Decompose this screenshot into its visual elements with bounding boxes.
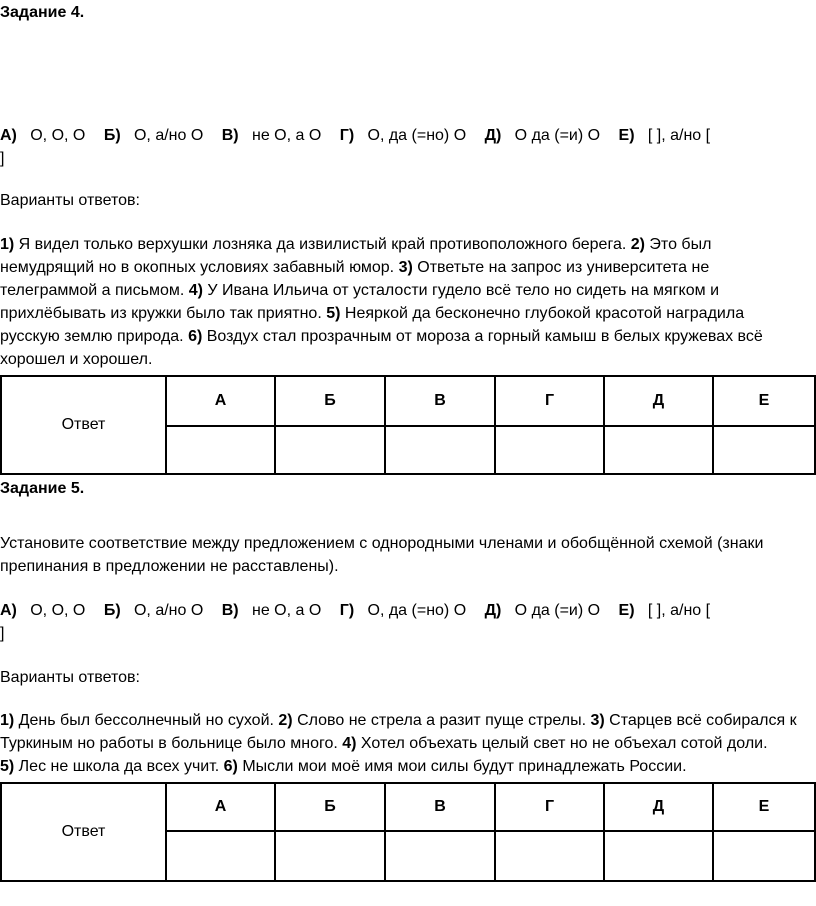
column-header: Г	[495, 376, 604, 426]
answer-line: немудрящий но в окопных условиях забавный юмор. 3) Ответьте на запрос из университета не	[0, 259, 710, 276]
scheme-b: Б) О, а/но О	[103, 127, 204, 144]
answers-heading: Варианты ответов:	[0, 669, 140, 686]
answer-cell-b[interactable]	[275, 831, 385, 881]
answer-cell-a[interactable]	[166, 831, 275, 881]
task5-title: Задание 5.	[0, 480, 85, 497]
scheme-a: А) О, О, О	[0, 602, 86, 619]
scheme-e: Е) [ ], а/но [	[618, 127, 711, 144]
answer-cell-d[interactable]	[604, 831, 713, 881]
scheme-v: В) не О, а О	[221, 602, 322, 619]
column-header: А	[166, 376, 275, 426]
scheme-wrap: ]	[0, 625, 5, 642]
scheme-d: Д) О да (=и) О	[484, 127, 601, 144]
column-header: Е	[713, 376, 815, 426]
answer-cell-e[interactable]	[713, 426, 815, 474]
scheme-a: А) О, О, О	[0, 127, 86, 144]
task5-instruction-line: Установите соответствие между предложением с однородными членами и обобщённой схемой (знаки	[0, 535, 764, 552]
task4-title: Задание 4.	[0, 4, 85, 21]
answer-line: русскую землю природа. 6) Воздух стал прозрачным от мороза а горный камыш в белых кружевах всё	[0, 328, 763, 345]
answer-line: хорошел и хорошел.	[0, 351, 153, 368]
answer-table	[0, 782, 816, 882]
answer-table	[0, 375, 816, 475]
column-header: Д	[604, 376, 713, 426]
column-header: Е	[713, 783, 815, 831]
task4-schemes	[0, 124, 710, 147]
scheme-e: Е) [ ], а/но [	[618, 602, 711, 619]
task5-schemes	[0, 599, 710, 622]
answers-heading: Варианты ответов:	[0, 192, 140, 209]
answer-line: 5) Лес не школа да всех учит. 6) Мысли мои моё имя мои силы будут принадлежать России.	[0, 758, 687, 775]
column-header: В	[385, 376, 495, 426]
column-header: Б	[275, 376, 385, 426]
column-header: В	[385, 783, 495, 831]
answer-line: телеграммой а письмом. 4) У Ивана Ильича от усталости гудело всё тело но сидеть на мягком и	[0, 282, 719, 299]
column-header: Б	[275, 783, 385, 831]
scheme-wrap: ]	[0, 150, 5, 167]
answer-cell-g[interactable]	[495, 426, 604, 474]
answer-cell-v[interactable]	[385, 426, 495, 474]
answer-cell-g[interactable]	[495, 831, 604, 881]
answer-line: прихлёбывать из кружки было так приятно. 5) Неяркой да бесконечно глубокой красотой наградила	[0, 305, 745, 322]
answer-label: Ответ	[1, 783, 166, 881]
answer-cell-b[interactable]	[275, 426, 385, 474]
scheme-g: Г) О, да (=но) О	[339, 127, 467, 144]
column-header: Д	[604, 783, 713, 831]
answer-cell-a[interactable]	[166, 426, 275, 474]
answer-cell-d[interactable]	[604, 426, 713, 474]
scheme-d: Д) О да (=и) О	[484, 602, 601, 619]
answer-cell-v[interactable]	[385, 831, 495, 881]
column-header: А	[166, 783, 275, 831]
scheme-g: Г) О, да (=но) О	[339, 602, 467, 619]
scheme-v: В) не О, а О	[221, 127, 322, 144]
answer-label: Ответ	[1, 376, 166, 474]
task5-instruction-line: препинания в предложении не расставлены).	[0, 558, 339, 575]
answer-line: Туркиным но работы в больнице было много. 4) Хотел объехать целый свет но не объехал сотой доли.	[0, 735, 768, 752]
scheme-key: А)	[0, 127, 17, 144]
answer-cell-e[interactable]	[713, 831, 815, 881]
column-header: Г	[495, 783, 604, 831]
answer-line: 1) Я видел только верхушки лозняка да извилистый край противоположного берега. 2) Это был	[0, 236, 712, 253]
scheme-b: Б) О, а/но О	[103, 602, 204, 619]
answer-line: 1) День был бессолнечный но сухой. 2) Слово не стрела а разит пуще стрелы. 3) Старцев всё собирался к	[0, 712, 797, 729]
